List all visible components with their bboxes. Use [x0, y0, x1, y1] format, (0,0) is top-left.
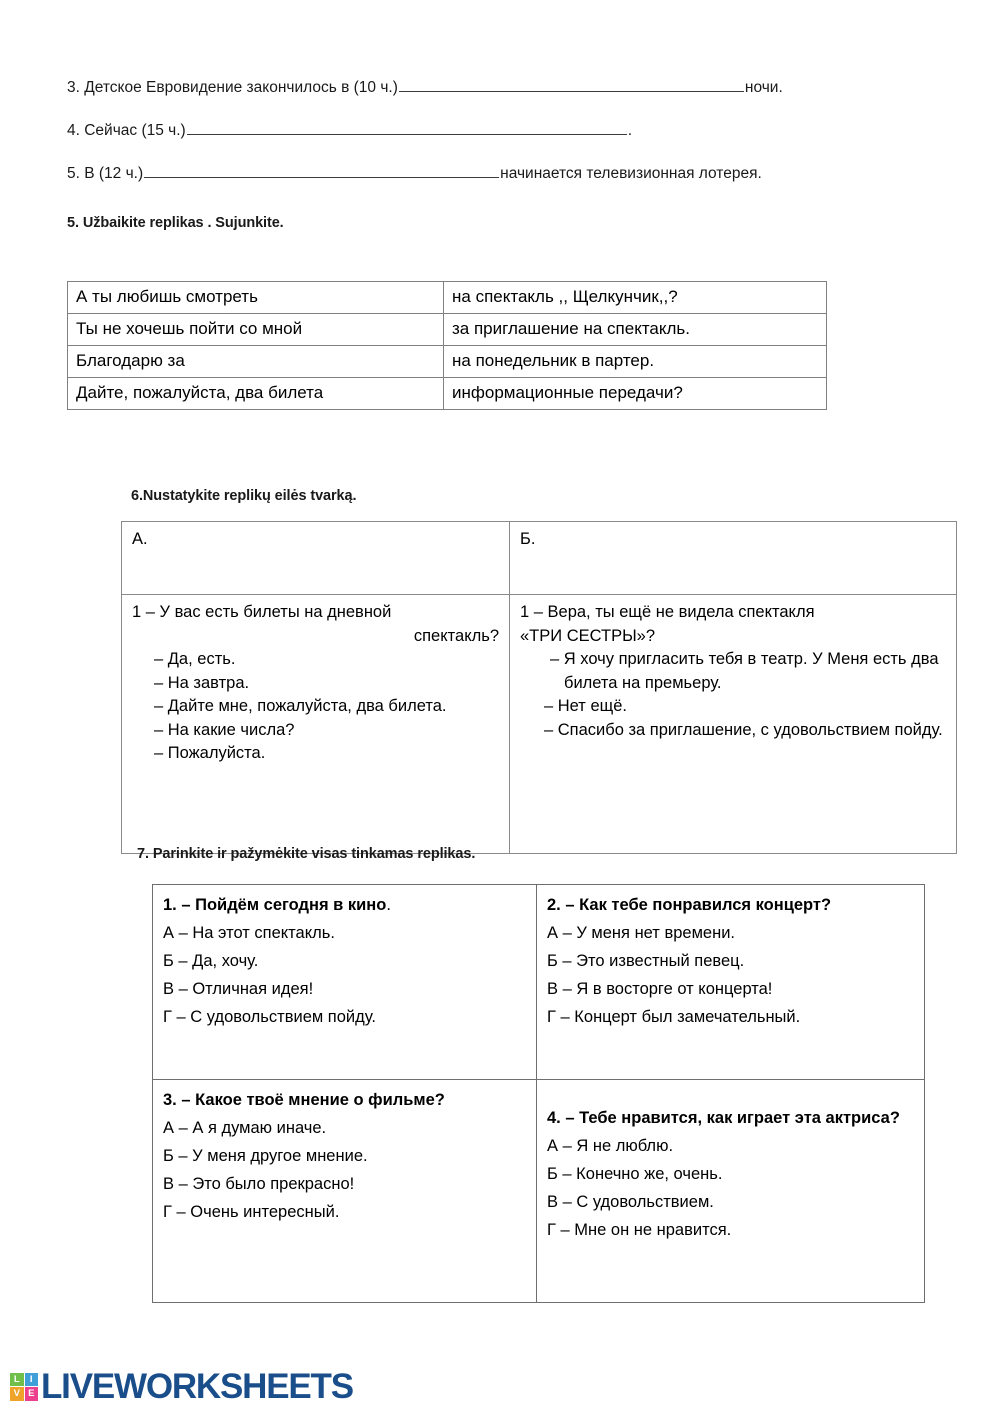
question-number: 1. — [163, 896, 177, 914]
match-left-cell[interactable]: Благодарю за — [68, 346, 444, 378]
liveworksheets-wordmark: LIVEWORKSHEETS — [41, 1367, 353, 1406]
question-text: – Какое твоё мнение о фильме? — [181, 1091, 445, 1109]
question-cell-3[interactable] — [153, 1080, 537, 1303]
option-v[interactable]: В – Отличная идея! — [163, 980, 314, 998]
table-row — [122, 595, 957, 854]
option-g[interactable]: Г – Концерт был замечательный. — [547, 1008, 801, 1026]
question-tail: . — [386, 896, 391, 914]
blank-sentence-3 — [67, 78, 947, 97]
dialogue-b-lead-line-1: 1 – Вера, ты ещё не видела спектакля — [520, 603, 815, 621]
question-cell-1[interactable] — [153, 885, 537, 1080]
match-left-cell[interactable]: Дайте, пожалуйста, два билета — [68, 378, 444, 410]
option-b[interactable]: Б – У меня другое мнение. — [163, 1147, 368, 1165]
table-row — [68, 378, 827, 410]
list-item: – На какие числа? — [154, 720, 295, 739]
option-g[interactable]: Г – С удовольствием пойду. — [163, 1008, 376, 1026]
dialogue-b-list — [520, 648, 946, 742]
section-5-heading: 5. Užbaikite replikas . Sujunkite. — [67, 215, 284, 231]
blank-sentence-4 — [67, 121, 947, 140]
section-5-match-table — [67, 281, 827, 410]
question-prompt — [547, 891, 916, 919]
question-text: – Пойдём сегодня в кино — [181, 896, 387, 914]
option-b[interactable]: Б – Да, хочу. — [163, 952, 259, 970]
question-prompt — [547, 1104, 916, 1132]
logo-square-e: E — [25, 1387, 39, 1401]
blank-answer-line-3[interactable] — [399, 78, 744, 92]
list-item: – Да, есть. — [154, 650, 236, 668]
match-right-cell[interactable]: за приглашение на спектакль. — [444, 314, 827, 346]
question-prompt — [163, 891, 528, 919]
table-header-row — [122, 522, 957, 595]
option-a[interactable]: А – Я не люблю. — [547, 1137, 674, 1155]
option-g[interactable]: Г – Очень интересный. — [163, 1203, 340, 1221]
question-text: – Тебе нравится, как играет эта актриса? — [565, 1109, 900, 1127]
list-item: – Нет ещё. — [544, 697, 627, 715]
logo-square-l: L — [10, 1373, 24, 1387]
blank-sentence-3-suffix: ночи. — [744, 79, 783, 96]
option-v[interactable]: В – С удовольствием. — [547, 1193, 714, 1211]
match-left-cell[interactable]: А ты любишь смотреть — [68, 282, 444, 314]
section-6-heading: 6.Nustatykite replikų eilės tvarką. — [131, 488, 357, 504]
column-a-dialogue[interactable] — [122, 595, 510, 854]
question-cell-2[interactable] — [537, 885, 925, 1080]
table-row — [153, 885, 925, 1080]
option-v[interactable]: В – Я в восторге от концерта! — [547, 980, 773, 998]
list-item: – Я хочу пригласить тебя в театр. У Меня есть два билета на премьеру. — [550, 650, 939, 692]
liveworksheets-logo-icon — [10, 1373, 38, 1401]
table-row — [68, 346, 827, 378]
question-prompt — [163, 1086, 528, 1114]
option-g[interactable]: Г – Мне он не нравится. — [547, 1221, 732, 1239]
list-item: – Дайте мне, пожалуйста, два билета. — [154, 697, 447, 715]
match-right-cell[interactable]: на понедельник в партер. — [444, 346, 827, 378]
list-item: – Спасибо за приглашение, с удовольствием пойду. — [544, 720, 943, 739]
option-v[interactable]: В – Это было прекрасно! — [163, 1175, 355, 1193]
table-row — [68, 282, 827, 314]
fill-in-blanks-block — [67, 78, 947, 207]
question-cell-4[interactable] — [537, 1080, 925, 1303]
blank-sentence-5-suffix: начинается телевизионная лотерея. — [500, 165, 762, 182]
dialogue-a-lead-line-2: спектакль? — [413, 626, 499, 645]
blank-answer-line-4[interactable] — [187, 121, 627, 135]
blank-sentence-4-suffix: . — [627, 122, 633, 139]
option-a[interactable]: А – У меня нет времени. — [547, 924, 736, 942]
question-text: – Как тебе понравился концерт? — [565, 896, 832, 914]
option-b[interactable]: Б – Это известный певец. — [547, 952, 745, 970]
blank-sentence-3-prefix: 3. Детское Евровидение закончилось в (10 ч.) — [67, 79, 398, 96]
column-b-header: Б. — [510, 522, 957, 595]
blank-sentence-5 — [67, 164, 947, 183]
option-a[interactable]: А – На этот спектакль. — [163, 924, 335, 942]
question-number: 4. — [547, 1109, 561, 1127]
dialogue-a-lead-line-1: 1 – У вас есть билеты на дневной — [132, 603, 392, 621]
column-a-header: А. — [122, 522, 510, 595]
column-b-dialogue[interactable] — [510, 595, 957, 854]
list-item: – На завтра. — [154, 673, 250, 692]
table-row — [153, 1080, 925, 1303]
match-right-cell[interactable]: на спектакль ,, Щелкунчик,,? — [444, 282, 827, 314]
match-left-cell[interactable]: Ты не хочешь пойти со мной — [68, 314, 444, 346]
logo-square-v: V — [10, 1387, 24, 1401]
match-right-cell[interactable]: информационные передачи? — [444, 378, 827, 410]
dialogue-b-lead-line-2: «ТРИ СЕСТРЫ»? — [520, 626, 656, 645]
blank-answer-line-5[interactable] — [144, 164, 499, 178]
blank-sentence-5-prefix: 5. В (12 ч.) — [67, 165, 144, 182]
blank-sentence-4-prefix: 4. Сейчас (15 ч.) — [67, 122, 186, 139]
dialogue-a-list — [132, 648, 499, 766]
list-item: – Пожалуйста. — [154, 744, 266, 762]
option-a[interactable]: А – А я думаю иначе. — [163, 1119, 327, 1137]
question-number: 3. — [163, 1091, 177, 1109]
option-b[interactable]: Б – Конечно же, очень. — [547, 1165, 723, 1183]
liveworksheets-logo[interactable] — [10, 1369, 353, 1404]
section-7-choice-table — [152, 884, 925, 1303]
section-7-heading: 7. Parinkite ir pažymėkite visas tinkamas replikas. — [137, 846, 476, 862]
question-number: 2. — [547, 896, 561, 914]
logo-square-i: I — [25, 1373, 39, 1387]
table-row — [68, 314, 827, 346]
section-6-order-table — [121, 521, 957, 854]
